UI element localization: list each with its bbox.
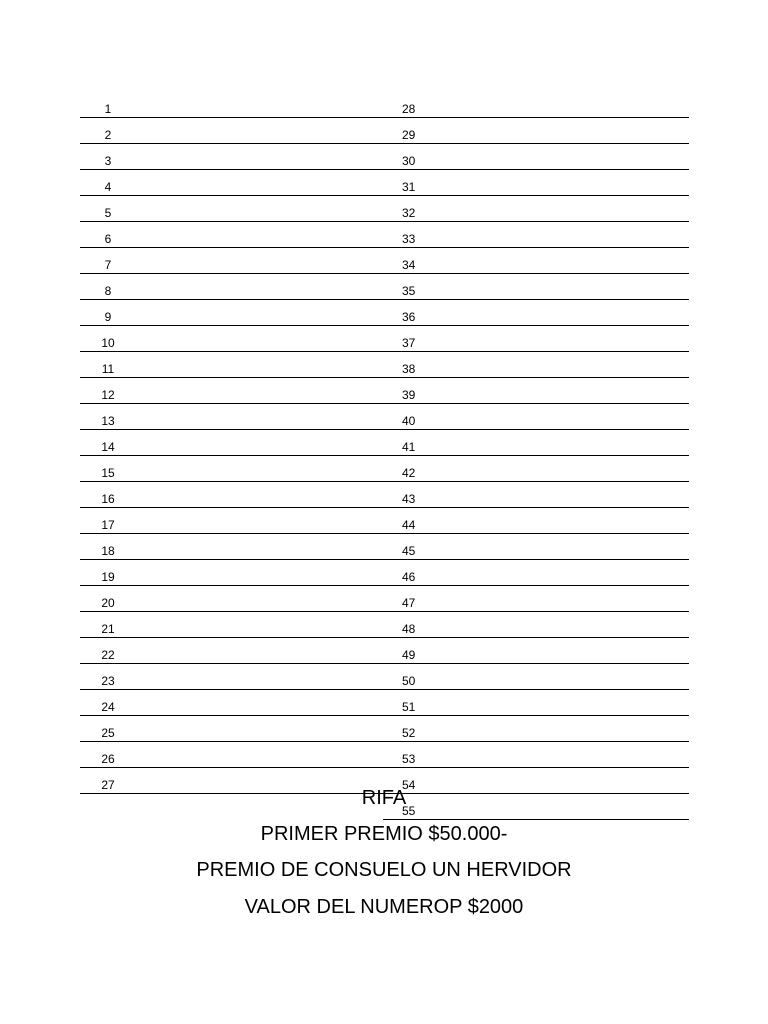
raffle-number-row <box>80 352 383 378</box>
raffle-number-row <box>80 482 383 508</box>
raffle-number: 26 <box>101 752 115 766</box>
raffle-number: 46 <box>402 570 416 584</box>
raffle-number-row <box>383 274 689 300</box>
raffle-number: 17 <box>101 518 115 532</box>
raffle-number: 50 <box>402 674 416 688</box>
raffle-number-row <box>80 508 383 534</box>
raffle-number-row <box>383 664 689 690</box>
raffle-number: 24 <box>101 700 115 714</box>
raffle-number-row <box>80 716 383 742</box>
raffle-number: 3 <box>104 154 112 168</box>
raffle-number: 21 <box>101 622 115 636</box>
raffle-number-row <box>383 404 689 430</box>
raffle-number-row <box>383 742 689 768</box>
raffle-number-row <box>383 378 689 404</box>
raffle-number: 43 <box>402 492 416 506</box>
raffle-number-row <box>80 586 383 612</box>
raffle-number-row <box>80 144 383 170</box>
raffle-number-row <box>80 248 383 274</box>
consolation-prize-text: PREMIO DE CONSUELO UN HERVIDOR <box>196 859 572 881</box>
raffle-number: 42 <box>402 466 416 480</box>
raffle-number: 52 <box>402 726 416 740</box>
raffle-number-row <box>80 274 383 300</box>
raffle-number: 6 <box>104 232 112 246</box>
raffle-number: 27 <box>101 778 115 792</box>
raffle-number: 7 <box>104 258 112 272</box>
raffle-number-row <box>80 456 383 482</box>
raffle-number-row <box>80 534 383 560</box>
raffle-number-row <box>383 118 689 144</box>
raffle-number-row <box>383 482 689 508</box>
raffle-number-row <box>80 560 383 586</box>
raffle-number: 53 <box>402 752 416 766</box>
raffle-number-row <box>80 430 383 456</box>
raffle-number: 51 <box>402 700 416 714</box>
raffle-number: 11 <box>101 362 115 376</box>
raffle-number: 37 <box>402 336 416 350</box>
raffle-number: 33 <box>402 232 416 246</box>
raffle-number: 35 <box>402 284 416 298</box>
raffle-number: 38 <box>402 362 416 376</box>
raffle-number: 2 <box>104 128 112 142</box>
raffle-number: 54 <box>402 778 416 792</box>
raffle-number: 31 <box>402 180 416 194</box>
raffle-number: 44 <box>402 518 416 532</box>
raffle-number: 39 <box>402 388 416 402</box>
raffle-number: 45 <box>402 544 416 558</box>
raffle-number: 10 <box>101 336 115 350</box>
raffle-number-row <box>383 690 689 716</box>
raffle-number: 49 <box>402 648 416 662</box>
raffle-number-row <box>383 456 689 482</box>
raffle-number-row <box>80 326 383 352</box>
raffle-number: 12 <box>101 388 115 402</box>
raffle-number: 19 <box>101 570 115 584</box>
raffle-number-row <box>383 352 689 378</box>
raffle-number: 5 <box>104 206 112 220</box>
first-prize-text: PRIMER PREMIO $50.000- <box>260 823 508 845</box>
raffle-number: 8 <box>104 284 112 298</box>
raffle-number: 18 <box>101 544 115 558</box>
raffle-number: 28 <box>402 102 416 116</box>
raffle-number: 32 <box>402 206 416 220</box>
raffle-number-row <box>80 92 383 118</box>
raffle-number: 36 <box>402 310 416 324</box>
raffle-number: 15 <box>101 466 115 480</box>
raffle-number: 14 <box>101 440 115 454</box>
raffle-number-row <box>383 326 689 352</box>
raffle-number: 13 <box>101 414 115 428</box>
raffle-number-row <box>383 560 689 586</box>
raffle-number: 48 <box>402 622 416 636</box>
raffle-number: 30 <box>402 154 416 168</box>
raffle-number-row <box>383 716 689 742</box>
raffle-number-row <box>383 144 689 170</box>
raffle-number-row <box>80 170 383 196</box>
number-price-text: VALOR DEL NUMEROP $2000 <box>244 896 524 918</box>
raffle-number: 47 <box>402 596 416 610</box>
raffle-number-row <box>383 508 689 534</box>
raffle-number-row <box>383 170 689 196</box>
raffle-number: 34 <box>402 258 416 272</box>
raffle-number-row <box>383 248 689 274</box>
raffle-number-row <box>80 300 383 326</box>
raffle-number: 23 <box>101 674 115 688</box>
raffle-title: RIFA <box>361 787 407 809</box>
raffle-number-row <box>80 404 383 430</box>
raffle-number-row <box>383 222 689 248</box>
raffle-number: 41 <box>402 440 416 454</box>
raffle-number: 25 <box>101 726 115 740</box>
raffle-number: 9 <box>104 310 112 324</box>
raffle-number-row <box>80 196 383 222</box>
raffle-number-row <box>80 664 383 690</box>
raffle-number: 1 <box>104 102 112 116</box>
raffle-number-row <box>383 196 689 222</box>
raffle-number: 55 <box>402 804 416 818</box>
raffle-number: 20 <box>101 596 115 610</box>
raffle-number-row <box>383 612 689 638</box>
raffle-number-row <box>383 430 689 456</box>
numbers-column-left <box>80 92 383 794</box>
raffle-number-row <box>80 378 383 404</box>
raffle-number-row <box>80 742 383 768</box>
raffle-number-row <box>383 586 689 612</box>
raffle-number-row <box>383 92 689 118</box>
raffle-number: 40 <box>402 414 416 428</box>
raffle-number: 16 <box>101 492 115 506</box>
raffle-number: 22 <box>101 648 115 662</box>
raffle-number-row <box>80 118 383 144</box>
raffle-number: 29 <box>402 128 416 142</box>
numbers-column-right <box>383 92 689 820</box>
raffle-number-row <box>80 222 383 248</box>
raffle-number-row <box>80 690 383 716</box>
raffle-number-row <box>80 612 383 638</box>
raffle-number-row <box>383 534 689 560</box>
raffle-number-row <box>80 638 383 664</box>
raffle-number-row <box>383 638 689 664</box>
raffle-number: 4 <box>104 180 112 194</box>
raffle-number-row <box>383 300 689 326</box>
